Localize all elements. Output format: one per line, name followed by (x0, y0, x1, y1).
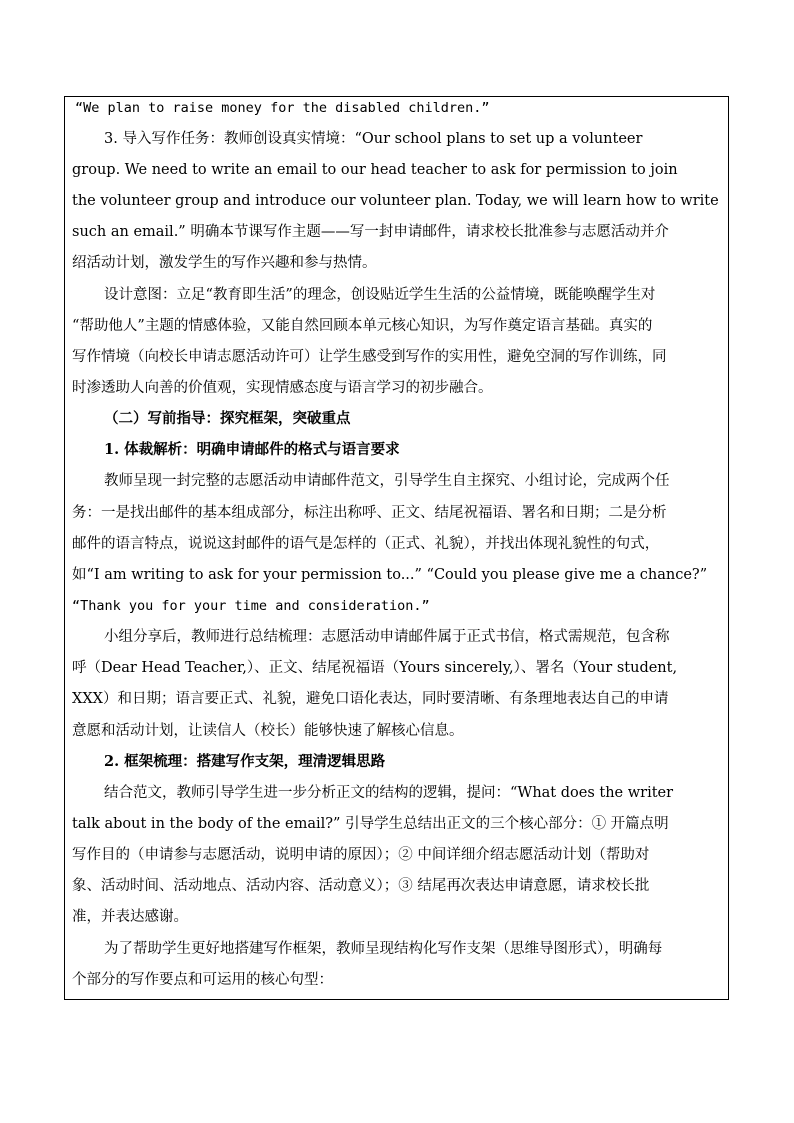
paragraph-line: 写作目的（申请参与志愿活动，说明申请的原因）；② 中间详细介绍志愿活动计划（帮助对 (72, 847, 650, 863)
paragraph-line: 意愿和活动计划，让读信人（校长）能够快速了解核心信息。 (72, 723, 464, 739)
paragraph-line: 教师呈现一封完整的志愿活动申请邮件范文，引导学生自主探究、小组讨论，完成两个任 (104, 473, 670, 489)
paragraph-line: 3. 导入写作任务：教师创设真实情境：“Our school plans to set up a volunteer (104, 131, 643, 147)
quote-line: “Thank you for your time and consideration.” (72, 598, 430, 614)
paragraph-line: such an email.” 明确本节课写作主题——写一封申请邮件，请求校长批准参与志愿活动并介 (72, 224, 669, 240)
paragraph-line: talk about in the body of the email?” 引导学生总结出正文的三个核心部分：① 开篇点明 (72, 816, 669, 832)
paragraph-line: 如“I am writing to ask for your permission to...” “Could you please give me a chance?” (72, 567, 708, 583)
paragraph-line: “帮助他人”主题的情感体验，又能自然回顾本单元核心知识，为写作奠定语言基础。真实的 (72, 318, 653, 334)
paragraph-line: 个部分的写作要点和可运用的核心句型： (72, 972, 333, 988)
paragraph-line: 绍活动计划，激发学生的写作兴趣和参与热情。 (72, 255, 377, 271)
paragraph-line: 邮件的语言特点，说说这封邮件的语气是怎样的（正式、礼貌），并找出体现礼貌性的句式， (72, 536, 660, 552)
paragraph-line: 小组分享后，教师进行总结梳理：志愿活动申请邮件属于正式书信，格式需规范，包含称 (104, 629, 670, 645)
section-heading: （二）写前指导：探究框架，突破重点 (104, 410, 351, 427)
paragraph-line: 为了帮助学生更好地搭建写作框架，教师呈现结构化写作支架（思维导图形式），明确每 (104, 941, 663, 957)
paragraph-line: 务：一是找出邮件的基本组成部分，标注出称呼、正文、结尾祝福语、署名和日期；二是分析 (72, 505, 667, 521)
design-intent-line: 设计意图：立足“教育即生活”的理念，创设贴近学生生活的公益情境，既能唤醒学生对 (104, 287, 656, 303)
paragraph-line: XXX）和日期；语言要正式、礼貌，避免口语化表达，同时要清晰、有条理地表达自己的申请 (72, 691, 669, 707)
paragraph-line: 结合范文，教师引导学生进一步分析正文的结构的逻辑，提问：“What does the writer (104, 785, 674, 801)
subsection-heading: 2. 框架梳理：搭建写作支架，理清逻辑思路 (104, 753, 386, 770)
paragraph-line: group. We need to write an email to our head teacher to ask for permission to join (72, 162, 678, 178)
paragraph-line: 准，并表达感谢。 (72, 909, 188, 925)
paragraph-line: 时渗透助人向善的价值观，实现情感态度与语言学习的初步融合。 (72, 380, 493, 396)
quote-line: “We plan to raise money for the disabled children.” (75, 100, 490, 116)
paragraph-line: 象、活动时间、活动地点、活动内容、活动意义）；③ 结尾再次表达申请意愿，请求校长批 (72, 878, 650, 894)
paragraph-line: 写作情境（向校长申请志愿活动许可）让学生感受到写作的实用性，避免空洞的写作训练，同 (72, 349, 667, 365)
paragraph-line: 呼（Dear Head Teacher,）、正文、结尾祝福语（Yours sincerely,）、署名（Your student, (72, 660, 678, 676)
subsection-heading: 1. 体裁解析：明确申请邮件的格式与语言要求 (104, 441, 400, 458)
paragraph-line: the volunteer group and introduce our volunteer plan. Today, we will learn how to write (72, 193, 719, 209)
